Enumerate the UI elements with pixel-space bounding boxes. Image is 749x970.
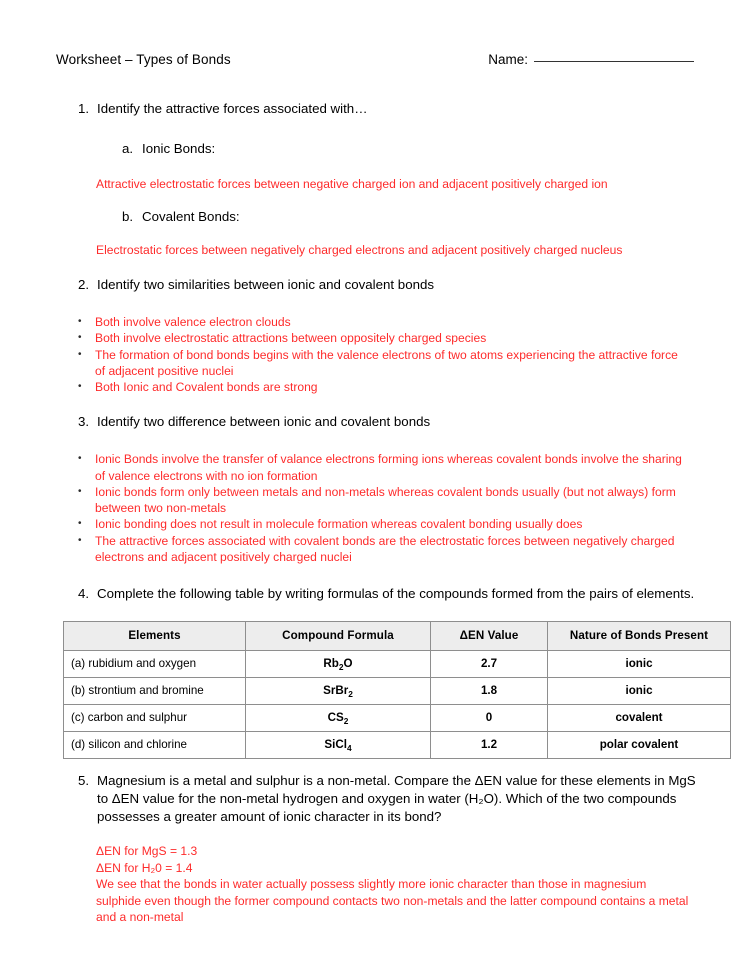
cell-formula [246,650,431,677]
worksheet-content [0,100,749,926]
formula-main: Rb [323,657,339,671]
answer-1b: Electrostatic forces between negatively charged electrons and adjacent positively charged nucleus [96,242,623,257]
bonds-table-head [64,621,731,650]
question-2 [78,276,697,294]
cell-nature: ionic [548,650,731,677]
table-row [64,650,731,677]
list-item [78,347,691,380]
cell-nature: polar covalent [548,731,731,758]
question-1a-marker: a. [122,140,134,156]
answer-5-line-3: We see that the bonds in water actually possess slightly more ionic character than those in magnesium sulphide even though the former compound contacts two non-metals and the latter compound contains a metal and a non-metal [96,877,689,925]
question-5-number: 5. [78,772,90,788]
table-row [64,731,731,758]
answer-1a: Attractive electrostatic forces between negative charged ion and adjacent positively charged ion [96,176,608,191]
question-3-number: 3. [78,414,90,430]
formula-subscript: 2 [338,661,344,672]
question-2-number: 2. [78,277,90,293]
bonds-table-wrapper [63,621,709,759]
cell-formula [246,731,431,758]
answer-5-line-2: ΔEN for H₂0 = 1.4 [96,860,193,875]
table-row [64,704,731,731]
name-label: Name: [488,52,528,67]
answer-2-bullet-4: Both Ionic and Covalent bonds are strong [95,380,318,395]
header-compound-formula: Compound Formula [246,621,431,650]
cell-elements: (b) strontium and bromine [64,677,246,704]
formula-main: SiCl [324,738,347,752]
answer-3-bullet-4: The attractive forces associated with covalent bonds are the electrostatic forces between negatively charged electrons and adjacent positively charged nuclei [95,533,675,564]
formula-tail: O [343,657,353,671]
question-4-number: 4. [78,586,90,602]
bullet-icon: • [78,485,82,497]
cell-en-value: 0 [431,704,548,731]
name-field-block [488,52,694,67]
question-4 [78,585,697,603]
question-1b-marker: b. [122,209,134,225]
formula-main: SrBr [323,684,349,698]
question-1-text: Identify the attractive forces associated with… [97,101,368,116]
formula-main: CS [327,711,344,725]
answer-list-2 [78,314,691,395]
cell-en-value: 2.7 [431,650,548,677]
question-1a [122,140,697,158]
bullet-icon: • [78,534,82,546]
formula-subscript: 2 [343,715,349,726]
list-item [78,379,691,395]
question-1a-label: Ionic Bonds: [142,140,216,156]
answer-2-bullet-3: The formation of bond bonds begins with the valence electrons of two atoms experiencing the attractive force of adjacent positive nuclei [95,347,678,378]
question-2-text: Identify two similarities between ionic and covalent bonds [97,277,435,293]
question-3-text: Identify two difference between ionic and covalent bonds [97,414,431,430]
question-1 [78,100,697,118]
question-1b-label: Covalent Bonds: [142,209,240,225]
cell-elements: (c) carbon and sulphur [64,704,246,731]
table-row [64,677,731,704]
cell-formula [246,677,431,704]
cell-nature: ionic [548,677,731,704]
question-1-number: 1. [78,101,90,116]
formula-subscript: 2 [348,688,353,699]
answer-list-3 [78,451,691,565]
cell-elements: (d) silicon and chlorine [64,731,246,758]
bullet-icon: • [78,332,82,344]
list-item [78,484,691,517]
question-5-text: Magnesium is a metal and sulphur is a non-metal. Compare the ΔEN value for these elements in MgS to ΔEN value for the non-metal hydrogen and oxygen in water (H₂O). Which of the two compounds possesses a greater amount of ionic character in its bond? [97,772,696,824]
list-item [78,314,691,330]
answer-3-bullet-2: Ionic bonds form only between metals and non-metals whereas covalent bonds usually (but not always) form between two non-metals [95,484,676,516]
answer-2-bullet-2: Both involve electrostatic attractions between oppositely charged species [95,331,487,346]
bullet-icon: • [78,381,82,393]
answer-3-bullet-3: Ionic bonding does not result in molecule formation whereas covalent bonding usually does [95,517,583,532]
cell-nature: covalent [548,704,731,731]
page-title: Worksheet – Types of Bonds [56,52,231,67]
answer-2-bullet-1: Both involve valence electron clouds [95,315,291,330]
header-en-value: ΔEN Value [431,621,548,650]
cell-elements: (a) rubidium and oxygen [64,650,246,677]
bullet-icon: • [78,453,82,465]
bonds-table [63,621,731,759]
header-elements: Elements [64,621,246,650]
bullet-icon: • [78,518,82,530]
question-1b [122,208,697,226]
list-item [78,330,691,346]
cell-en-value: 1.2 [431,731,548,758]
question-5 [78,772,697,825]
cell-en-value: 1.8 [431,677,548,704]
bonds-table-body [64,650,731,758]
answer-3-bullet-1: Ionic Bonds involve the transfer of valance electrons forming ions whereas covalent bonds involve the sharing of valence electrons with no ion formation [95,452,682,483]
bullet-icon: • [78,316,82,328]
question-4-text: Complete the following table by writing formulas of the compounds formed from the pairs of elements. [97,586,695,602]
bullet-icon: • [78,348,82,360]
list-item [78,516,691,532]
answer-5-line-1: ΔEN for MgS = 1.3 [96,844,198,859]
page-header [56,52,697,67]
list-item [78,533,691,566]
formula-subscript: 4 [346,742,352,753]
table-header-row [64,621,731,650]
header-nature-of-bonds: Nature of Bonds Present [548,621,731,650]
list-item [78,451,691,484]
cell-formula [246,704,431,731]
name-blank-line[interactable] [534,60,694,62]
question-3 [78,413,697,431]
